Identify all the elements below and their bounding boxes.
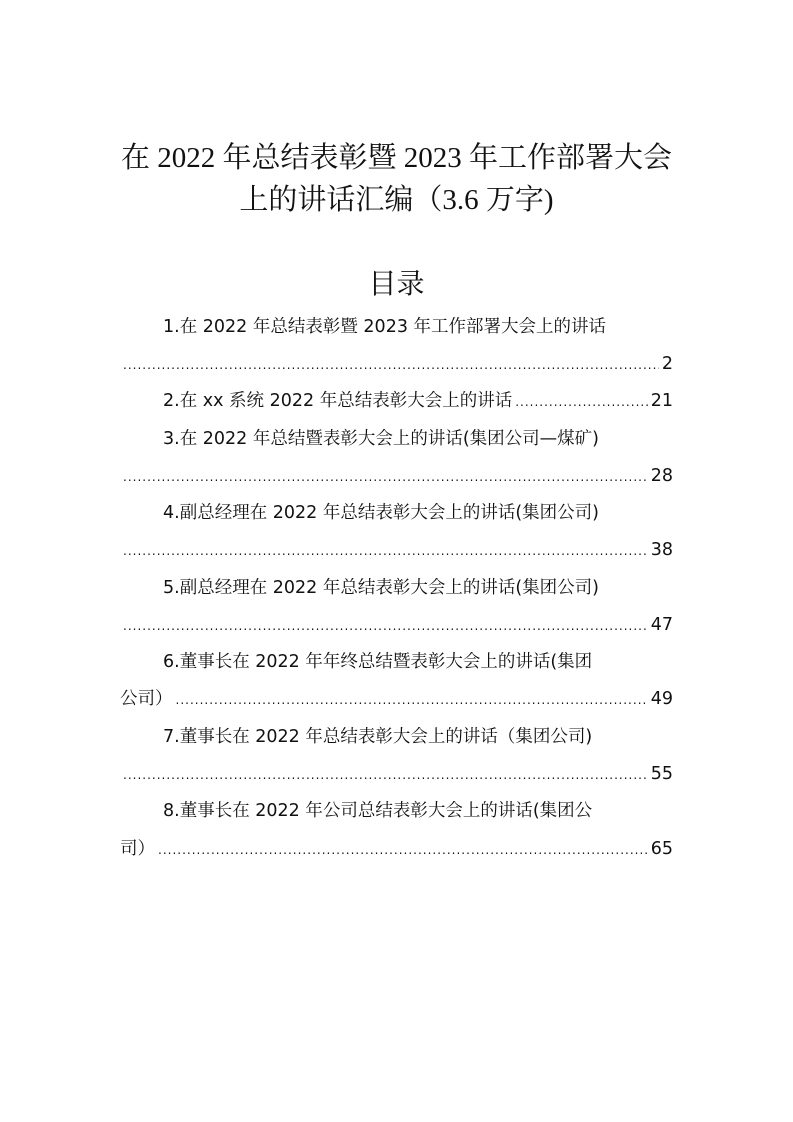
toc-entry-5-leader[interactable] bbox=[120, 610, 673, 641]
toc-entry-7[interactable] bbox=[120, 722, 673, 752]
toc-entry-title-continued: 司） bbox=[120, 839, 155, 859]
toc-entry-4[interactable] bbox=[120, 498, 673, 528]
toc-entry-title: 4.副总经理在 2022 年总结表彰大会上的讲话(集团公司) bbox=[163, 503, 600, 523]
toc-entry-1[interactable] bbox=[120, 312, 673, 342]
toc-entry-title: 2.在 xx 系统 2022 年总结表彰大会上的讲话 bbox=[163, 391, 513, 411]
toc-heading: 目录 bbox=[368, 267, 425, 300]
toc-entry-2[interactable] bbox=[120, 386, 673, 417]
document-title-line-2: 上的讲话汇编（3.6 万字) bbox=[239, 184, 554, 216]
dot-leader bbox=[123, 536, 648, 566]
toc-entry-5[interactable] bbox=[120, 573, 673, 603]
toc-entry-3-leader[interactable] bbox=[120, 461, 673, 492]
toc-entry-title: 3.在 2022 年总结暨表彰大会上的讲话(集团公司—煤矿) bbox=[163, 429, 600, 449]
toc-page-number: 49 bbox=[650, 689, 673, 709]
toc-page-number: 21 bbox=[650, 391, 673, 411]
toc-entry-8[interactable] bbox=[120, 796, 673, 826]
dot-leader bbox=[515, 387, 648, 417]
toc-page-number: 28 bbox=[650, 466, 673, 486]
toc-entry-title: 6.董事长在 2022 年年终总结暨表彰大会上的讲话(集团 bbox=[163, 652, 593, 672]
dot-leader bbox=[123, 350, 659, 380]
dot-leader bbox=[123, 462, 648, 492]
toc-entry-title-continued: 公司） bbox=[120, 689, 173, 709]
toc-entry-1-leader[interactable] bbox=[120, 349, 673, 380]
toc-page-number: 38 bbox=[650, 540, 673, 560]
dot-leader bbox=[123, 611, 648, 641]
toc-entry-8-leader[interactable] bbox=[120, 834, 673, 865]
dot-leader bbox=[123, 760, 648, 790]
toc-entry-3[interactable] bbox=[120, 424, 673, 454]
toc-page-number: 47 bbox=[650, 615, 673, 635]
toc-entry-6-leader[interactable] bbox=[120, 684, 673, 715]
toc-page-number: 2 bbox=[661, 354, 673, 374]
document-title-line-1: 在 2022 年总结表彰暨 2023 年工作部署大会 bbox=[120, 142, 672, 174]
toc-page-number: 55 bbox=[650, 764, 673, 784]
toc-entry-title: 8.董事长在 2022 年公司总结表彰大会上的讲话(集团公 bbox=[163, 801, 593, 821]
toc-entry-7-leader[interactable] bbox=[120, 759, 673, 790]
toc-entry-4-leader[interactable] bbox=[120, 535, 673, 566]
toc-entry-title: 1.在 2022 年总结表彰暨 2023 年工作部署大会上的讲话 bbox=[163, 317, 607, 337]
toc-page-number: 65 bbox=[650, 839, 673, 859]
toc-entry-title: 5.副总经理在 2022 年总结表彰大会上的讲话(集团公司) bbox=[163, 578, 600, 598]
dot-leader bbox=[158, 835, 648, 865]
toc-entry-6[interactable] bbox=[120, 647, 673, 677]
dot-leader bbox=[176, 685, 648, 715]
toc-entry-title: 7.董事长在 2022 年总结表彰大会上的讲话（集团公司) bbox=[163, 727, 593, 747]
